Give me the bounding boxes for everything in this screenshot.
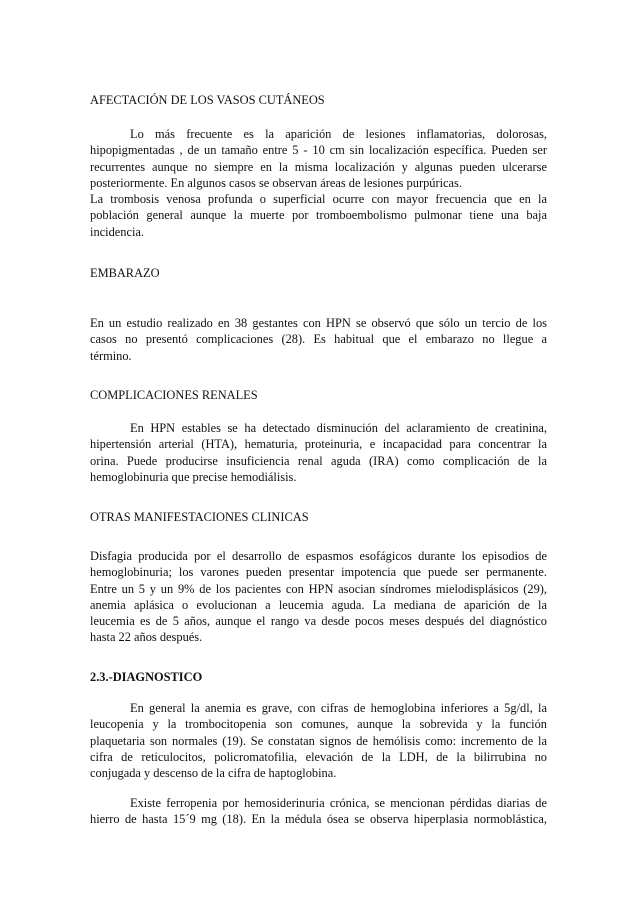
text-line: Disfagia producida por el desarrollo de espasmos esofágicos durante los episodios de: [90, 549, 547, 563]
text-line: conjugada y descenso de la cifra de haptoglobina.: [90, 766, 337, 781]
paragraph-complicaciones-renales: [90, 420, 547, 485]
text-line: hemoglobinuria que precise hemodiálisis.: [90, 469, 297, 484]
text-line: casos no presentó complicaciones (28). Es habitual que el embarazo no llegue a: [90, 332, 547, 347]
section-heading-vasos-cutaneos: AFECTACIÓN DE LOS VASOS CUTÁNEOS: [90, 93, 325, 107]
text-line: término.: [90, 348, 132, 363]
section-heading-complicaciones-renales: COMPLICACIONES RENALES: [90, 388, 258, 402]
text-line: recurrentes aunque no siempre en la misma localización y algunas pueden ulcerarse: [90, 159, 547, 174]
paragraph-embarazo: [90, 315, 547, 364]
section-heading-diagnostico: 2.3.-DIAGNOSTICO: [90, 670, 203, 684]
text-line: En un estudio realizado en 38 gestantes con HPN se observó que sólo un tercio de los: [90, 316, 547, 330]
text-line: hierro de hasta 15´9 mg (18). En la médula ósea se observa hiperplasia normoblástica,: [90, 812, 547, 827]
text-line: En general la anemia es grave, con cifras de hemoglobina inferiores a 5g/dl, la: [130, 701, 547, 715]
text-line: plaquetaria son normales (19). Se constatan signos de hemólisis como: incremento de la: [90, 733, 547, 748]
text-line: La trombosis venosa profunda o superficial ocurre con mayor frecuencia que en la: [90, 192, 547, 206]
text-line: hemoglobinuria; los varones pueden presentar impotencia que puede ser permanente.: [90, 565, 547, 580]
text-line: En HPN estables se ha detectado disminución del aclaramiento de creatinina,: [130, 421, 547, 435]
text-line: leucopenia y la trombocitopenia son comunes, aunque la sobrevida y la función: [90, 717, 547, 732]
section-heading-otras-manifestaciones: OTRAS MANIFESTACIONES CLINICAS: [90, 510, 309, 524]
text-line: orina. Puede producirse insuficiencia renal aguda (IRA) como complicación de la: [90, 453, 547, 468]
text-line: Existe ferropenia por hemosiderinuria crónica, se mencionan pérdidas diarias de: [130, 796, 547, 810]
text-line: posteriormente. En algunos casos se observan áreas de lesiones purpúricas.: [90, 175, 462, 190]
section-heading-embarazo: EMBARAZO: [90, 266, 160, 280]
text-line: leucemia es de 5 años, aunque el rango va desde pocos meses después del diagnóstico: [90, 614, 547, 629]
text-line: incidencia.: [90, 224, 145, 239]
paragraph-vasos-cutaneos-2: [90, 191, 547, 240]
text-line: Lo más frecuente es la aparición de lesiones inflamatorias, dolorosas,: [130, 127, 547, 141]
text-line: anemia aplásica o evolucionan a leucemia aguda. La mediana de aparición de la: [90, 597, 547, 612]
paragraph-diagnostico-1: [90, 700, 547, 781]
text-line: Entre un 5 y un 9% de los pacientes con HPN asocian síndromes mielodisplásicos (29),: [90, 581, 547, 596]
paragraph-otras-manifestaciones: [90, 548, 547, 646]
text-line: población general aunque la muerte por tromboembolismo pulmonar tiene una baja: [90, 208, 547, 223]
paragraph-diagnostico-2: [90, 795, 547, 828]
text-line: hipertensión arterial (HTA), hematuria, proteinuria, e incapacidad para concentrar la: [90, 437, 547, 452]
text-line: hipopigmentadas , de un tamaño entre 5 - 10 cm sin localización específica. Pueden ser: [90, 143, 547, 158]
paragraph-vasos-cutaneos-1: [90, 126, 547, 191]
text-line: cifra de reticulocitos, policromatofilia, elevación de la LDH, de la bilirrubina no: [90, 749, 547, 764]
text-line: hasta 22 años después.: [90, 630, 203, 645]
